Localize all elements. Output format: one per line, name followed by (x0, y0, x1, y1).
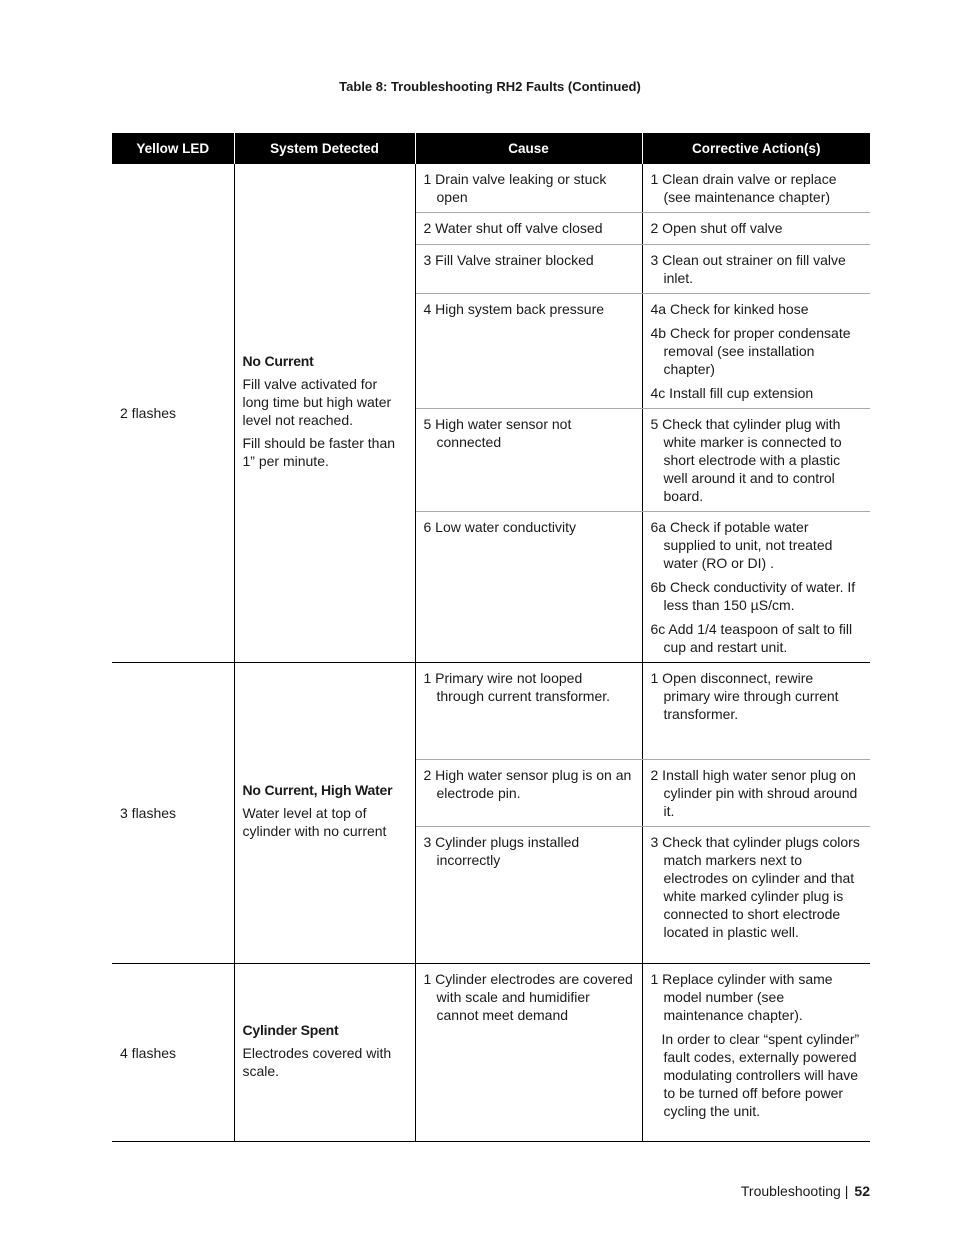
cause-cell (415, 294, 642, 409)
corrective-action-cell (642, 663, 870, 760)
header-yellow-led: Yellow LED (112, 133, 234, 164)
system-detected-description: Fill should be faster than 1” per minute. (242, 434, 396, 469)
cause-cell (415, 827, 642, 964)
system-detected-description: Electrodes covered with scale. (242, 1044, 392, 1079)
table-row (112, 164, 870, 213)
corrective-action-item: 2 Open shut off valve (650, 220, 783, 236)
cause-cell (415, 245, 642, 294)
system-detected-description: Water level at top of cylinder with no current (242, 805, 387, 839)
system-detected-title: Cylinder Spent (242, 1021, 339, 1038)
corrective-action-item: 5 Check that cylinder plug with white marker is connected to short electrode with a plastic well around it and to control board. (650, 416, 842, 504)
corrective-action-cell (642, 245, 870, 294)
system-detected-cell (234, 164, 415, 663)
cause-item: 2 Water shut off valve closed (423, 220, 603, 236)
cause-item: 1 Primary wire not looped through current transformer. (423, 670, 611, 704)
yellow-led-cell: 3 flashes (112, 663, 234, 964)
footer-separator: | (844, 1183, 849, 1199)
cause-item: 3 Cylinder plugs installed incorrectly (423, 834, 580, 868)
cause-item: 3 Fill Valve strainer blocked (423, 252, 594, 268)
corrective-action-cell (642, 409, 870, 512)
system-detected-title: No Current (242, 352, 314, 369)
corrective-action-cell (642, 294, 870, 409)
corrective-action-note: In order to clear “spent cylinder” fault codes, externally powered modulating controllers will have to be turned off before power cycling the unit. (661, 1031, 860, 1119)
cause-cell (415, 213, 642, 245)
corrective-action-item: 4a Check for kinked hose (650, 301, 809, 317)
corrective-action-item: 4b Check for proper condensate removal (see installation chapter) (650, 325, 851, 377)
cause-cell (415, 760, 642, 827)
corrective-action-item: 3 Clean out strainer on fill valve inlet. (650, 252, 846, 286)
cause-item: 2 High water sensor plug is on an electrode pin. (423, 767, 632, 801)
page-footer (741, 1183, 870, 1199)
cause-cell (415, 663, 642, 760)
header-corrective-action: Corrective Action(s) (642, 133, 870, 164)
corrective-action-item: 6a Check if potable water supplied to unit, not treated water (RO or DI) . (650, 519, 833, 571)
cause-cell (415, 164, 642, 213)
cause-cell (415, 409, 642, 512)
corrective-action-cell (642, 827, 870, 964)
corrective-action-cell (642, 213, 870, 245)
corrective-action-item: 2 Install high water senor plug on cylinder pin with shroud around it. (650, 767, 858, 819)
corrective-action-cell (642, 760, 870, 827)
table-title: Table 8: Troubleshooting RH2 Faults (Continued) (339, 79, 641, 94)
system-detected-description: Fill valve activated for long time but high water level not reached. (242, 375, 392, 428)
troubleshooting-table (112, 133, 870, 1142)
cause-item: 5 High water sensor not connected (423, 416, 572, 450)
cause-cell (415, 964, 642, 1142)
header-system-detected: System Detected (234, 133, 415, 164)
table-header-row (112, 133, 870, 164)
system-detected-title: No Current, High Water (242, 782, 393, 798)
system-detected-cell (234, 663, 415, 964)
table-row (112, 663, 870, 760)
corrective-action-item: 1 Clean drain valve or replace (see maintenance chapter) (650, 171, 837, 205)
yellow-led-cell: 2 flashes (112, 164, 234, 663)
system-detected-cell (234, 964, 415, 1142)
cause-item: 1 Drain valve leaking or stuck open (423, 171, 607, 205)
table-row (112, 964, 870, 1142)
corrective-action-item: 1 Open disconnect, rewire primary wire through current transformer. (650, 670, 839, 722)
cause-cell (415, 512, 642, 663)
cause-item: 1 Cylinder electrodes are covered with scale and humidifier cannot meet demand (423, 971, 633, 1023)
corrective-action-cell (642, 512, 870, 663)
corrective-action-cell (642, 964, 870, 1142)
corrective-action-cell (642, 164, 870, 213)
header-cause: Cause (415, 133, 642, 164)
footer-page-number: 52 (854, 1183, 870, 1199)
corrective-action-item: 6c Add 1/4 teaspoon of salt to fill cup and restart unit. (650, 621, 853, 655)
corrective-action-item: 1 Replace cylinder with same model number (see maintenance chapter). (650, 971, 833, 1023)
cause-item: 6 Low water conductivity (423, 519, 577, 535)
corrective-action-item: 4c Install fill cup extension (650, 385, 814, 401)
corrective-action-item: 3 Check that cylinder plugs colors match markers next to electrodes on cylinder and that white marked cylinder plug is connected to short electrode located in plastic well. (650, 834, 860, 940)
yellow-led-cell: 4 flashes (112, 964, 234, 1142)
corrective-action-item: 6b Check conductivity of water. If less than 150 µS/cm. (650, 579, 856, 613)
footer-section: Troubleshooting (740, 1183, 841, 1199)
cause-item: 4 High system back pressure (423, 301, 605, 317)
